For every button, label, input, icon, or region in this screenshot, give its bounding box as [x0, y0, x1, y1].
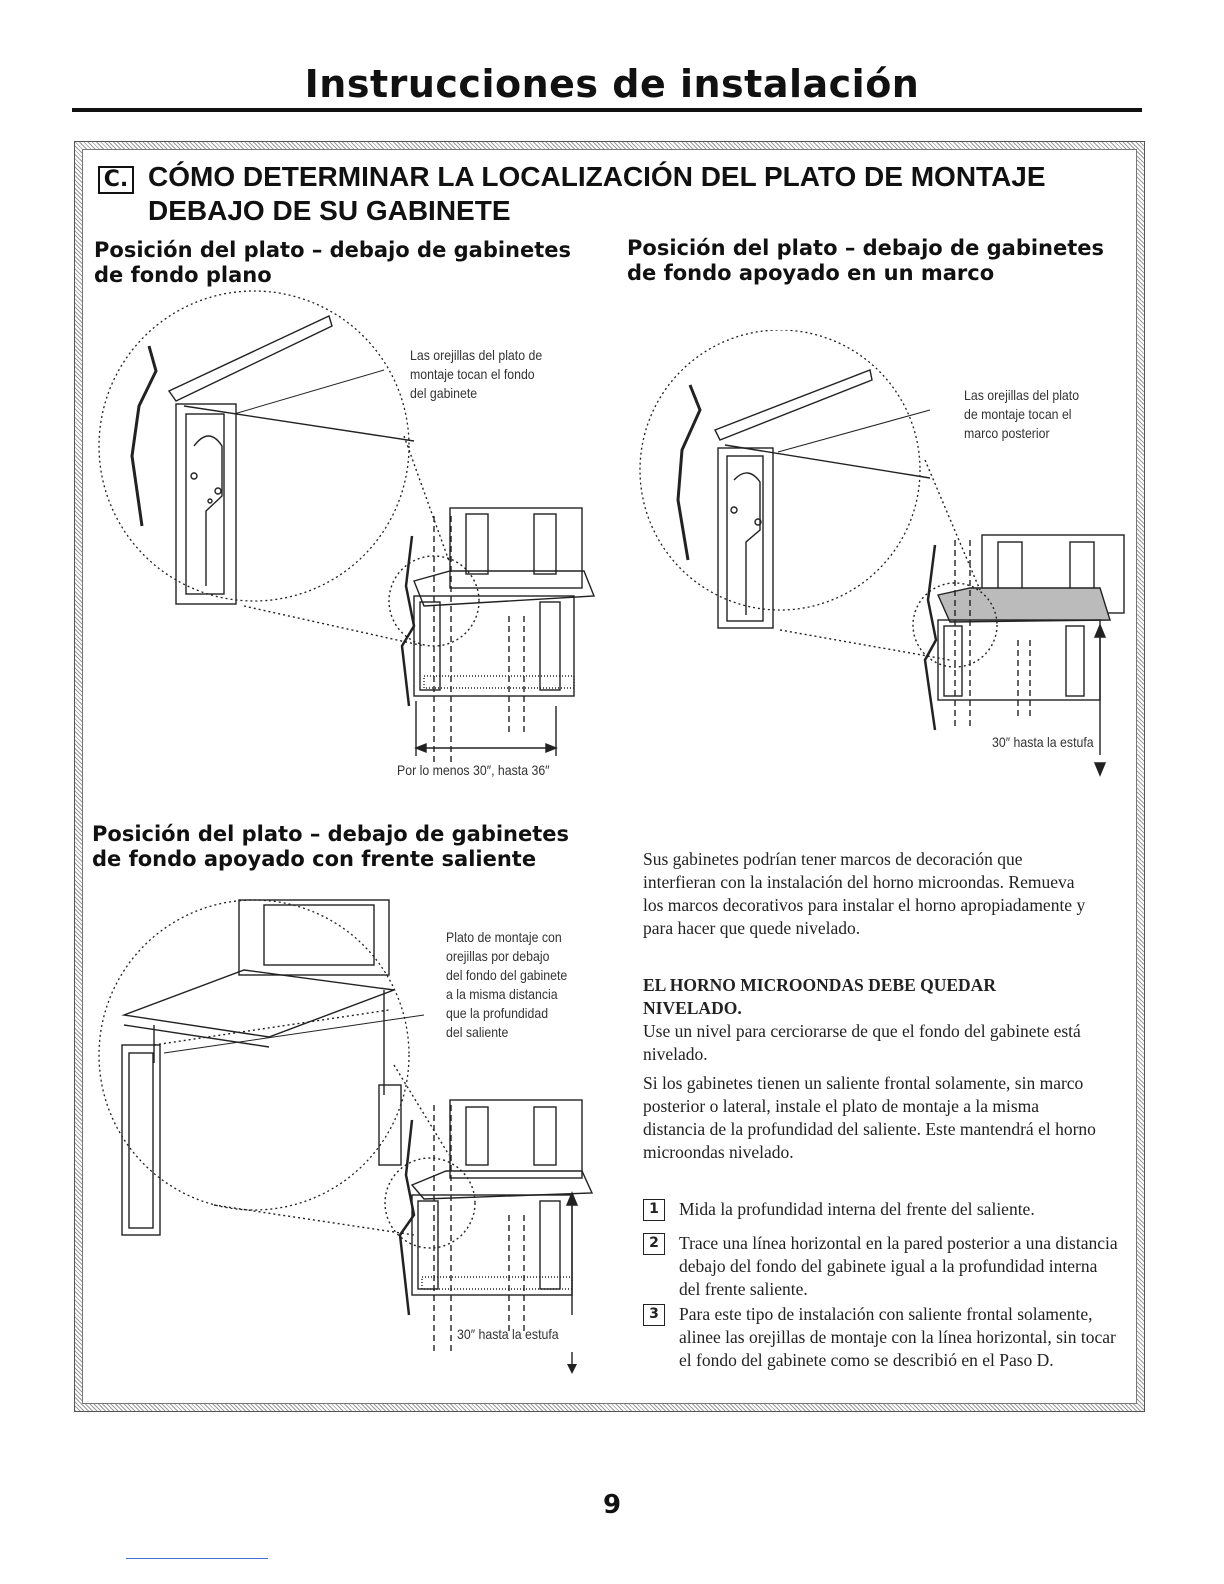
figure-frame-title — [627, 236, 1127, 286]
lip-text: Si los gabinetes tienen un saliente frontal solamente, sin marco posterior o lateral, instale el plato de montaje a la misma distancia de la profundidad del saliente. Este mantendrá el horno microondas nivelado. — [643, 1073, 1096, 1162]
title-rule — [72, 108, 1142, 112]
figure-frame-callout-line: Las orejillas del plato — [964, 387, 1080, 403]
level-heading: EL HORNO MICROONDAS DEBE QUEDAR NIVELADO. — [643, 975, 996, 1018]
figure-lip-callout-line: del saliente — [446, 1024, 509, 1040]
figure-flat-callout-line: Las orejillas del plato de — [410, 347, 543, 363]
lip-paragraph — [643, 1072, 1098, 1164]
figure-lip-title — [92, 822, 592, 872]
step-number: 3 — [643, 1304, 665, 1326]
step-number: 1 — [643, 1199, 665, 1221]
figure-lip-callout-line: que la profundidad — [446, 1005, 549, 1021]
footer-rule — [126, 1558, 268, 1559]
step-text: Para este tipo de instalación con saliente frontal solamente, alinee las orejillas de montaje con la línea horizontal, sin tocar el fondo del gabinete como se describió en el Paso D. — [679, 1304, 1116, 1370]
figure-lip-callout — [446, 928, 567, 1042]
figure-lip-measure: 30″ hasta la estufa — [457, 1326, 559, 1342]
figure-flat-title-line2: de fondo plano — [94, 263, 272, 287]
figure-lip-callout-line: Plato de montaje con — [446, 929, 562, 945]
figure-flat-title-line1: Posición del plato – debajo de gabinetes — [94, 238, 572, 262]
step-text: Trace una línea horizontal en la pared posterior a una distancia debajo del fondo del gabinete igual a la profundidad interna del frente saliente. — [679, 1233, 1118, 1299]
figure-lip-callout-line: del fondo del gabinete — [446, 967, 568, 983]
arrow-down-icon — [566, 1352, 578, 1374]
figure-frame-callout-line: marco posterior — [964, 425, 1050, 441]
figure-frame-measure: 30″ hasta la estufa — [992, 734, 1094, 750]
figure-lip-callout-line: orejillas por debajo — [446, 948, 550, 964]
figure-frame-title-line1: Posición del plato – debajo de gabinetes — [627, 236, 1105, 260]
page-number: 9 — [602, 1490, 622, 1520]
figure-flat-measure: Por lo menos 30″, hasta 36″ — [397, 762, 550, 778]
figure-flat-callout — [410, 346, 542, 403]
level-section — [643, 974, 1098, 1066]
figure-frame-title-line2: de fondo apoyado en un marco — [627, 261, 995, 285]
figure-flat-title — [94, 238, 594, 288]
figure-flat-callout-line: del gabinete — [410, 385, 478, 401]
section-heading-line1: CÓMO DETERMINAR LA LOCALIZACIÓN DEL PLATO DE MONTAJE — [148, 161, 1046, 192]
level-text: Use un nivel para cerciorarse de que el fondo del gabinete está nivelado. — [643, 1021, 1081, 1064]
intro-text: Sus gabinetes podrían tener marcos de decoración que interfieran con la instalación del horno microondas. Remueva los marcos decorativos para instalar el horno apropiadamente y para hacer que quede nivelado. — [643, 849, 1086, 938]
figure-lip-title-line1: Posición del plato – debajo de gabinetes — [92, 822, 570, 846]
intro-paragraph — [643, 848, 1098, 940]
step-text: Mida la profundidad interna del frente del saliente. — [679, 1199, 1035, 1219]
section-heading-line2: DEBAJO DE SU GABINETE — [148, 195, 511, 226]
figure-frame-callout-line: de montaje tocan el — [964, 406, 1072, 422]
figure-frame-callout — [964, 386, 1079, 443]
section-heading — [148, 160, 1108, 228]
figure-flat-callout-line: montaje tocan el fondo — [410, 366, 535, 382]
step-number: 2 — [643, 1233, 665, 1255]
figure-lip-callout-line: a la misma distancia — [446, 986, 558, 1002]
figure-lip-title-line2: de fondo apoyado con frente saliente — [92, 847, 537, 871]
section-badge: C. — [98, 166, 134, 194]
page-title: Instrucciones de instalación — [304, 62, 920, 106]
